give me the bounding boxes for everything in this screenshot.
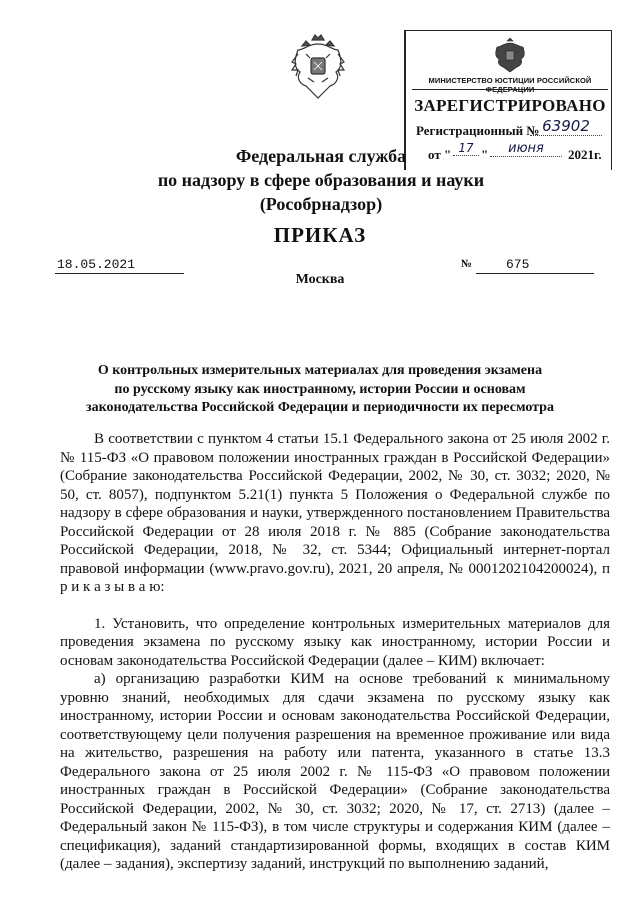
title-line-3: законодательства Российской Федерации и периодичности их пересмотра [86, 400, 554, 415]
agency-line-2: по надзору в сфере образования и науки [157, 170, 485, 190]
paragraph-preamble: В соответствии с пунктом 4 статьи 15.1 Федерального закона от 25 июля 2002 г. № 115-ФЗ «О правовом положении иностранных граждан в Российской Федерации» (Собрание законодательства Российской Федерации, 2002, № 30, ст. 3032; 2020, № 50, ст. 8057), подпунктом 5.21(1) пункта 5 Положения о Федеральной службе по надзору в сфере образования и науки, утвержденного постановлением Правительства Российской Федерации от 28 июля 2018 г. № 885 (Собрание законодательства Российской Федерации, 2018, № 32, ст. 5344; Официальный интернет-портал правовой информации (www.pravo.gov.ru), 2021, 20 апреля, № 0001202104200024), п р и к а з ы в а ю: [60, 431, 610, 595]
agency-line-1: Федеральная служба [235, 146, 407, 166]
document-title [40, 362, 600, 418]
stamp-registered: ЗАРЕГИСТРИРОВАНО [414, 96, 606, 115]
stamp-reg-label: Регистрационный № [416, 123, 540, 138]
agency-name [0, 144, 640, 216]
document-type: ПРИКАЗ [273, 223, 367, 247]
paragraph-item-1: 1. Установить, что определение контрольных измерительных материалов для проведения экзамена по русскому языку как иностранному, истории России и основам законодательства Российской Федерации (далее – КИМ) включает: [60, 615, 610, 669]
title-line-1: О контрольных измерительных материалах для проведения экзамена [97, 363, 543, 378]
document-number: 675 [476, 256, 594, 274]
stamp-date-month: июня [490, 141, 562, 157]
stamp-coat-of-arms-icon [492, 37, 528, 73]
stamp-date-prefix: от " [428, 147, 452, 162]
title-line-2: по русскому языку как иностранному, истории России и основам [114, 381, 526, 397]
agency-line-3: (Рособрнадзор) [259, 194, 383, 214]
stamp-date-year: 2021г. [568, 147, 602, 162]
stamp-reg-number: 63902 [530, 117, 602, 136]
stamp-divider [412, 89, 608, 90]
document-date: 18.05.2021 [55, 256, 184, 274]
document-body [60, 430, 610, 874]
stamp-date-day: 17 [453, 141, 479, 156]
number-sign: № [461, 258, 473, 270]
stamp-date-sep: " [481, 147, 489, 162]
coat-of-arms-icon [288, 32, 348, 100]
document-city: Москва [295, 272, 345, 287]
paragraph-item-1a: а) организацию разработки КИМ на основе требований к минимальному уровню знаний, необходимых для сдачи экзамена по русскому языку как иностранному, истории России и основам законодательства Российской Федерации, соответствующему цели получения разрешения на временное проживание или вида на жительство, разрешения на работу или патента, указанного в статье 13.3 Федерального закона от 25 июля 2002 г. № 115-ФЗ «О правовом положении иностранных граждан в Российской Федерации» (Собрание законодательства Российской Федерации, 2002, № 30, ст. 3032; 2020, № 17, ст. 2713) (далее – Федеральный закон № 115-ФЗ), в том числе структуры и содержания КИМ (далее – спецификация), заданий стандартизированной формы, входящих в состав КИМ (далее – задания), экспертизу заданий, инструкций по выполнению заданий, [60, 671, 610, 872]
stamp-ministry: МИНИСТЕРСТВО ЮСТИЦИИ РОССИЙСКОЙ ФЕДЕРАЦИИ [428, 76, 592, 94]
